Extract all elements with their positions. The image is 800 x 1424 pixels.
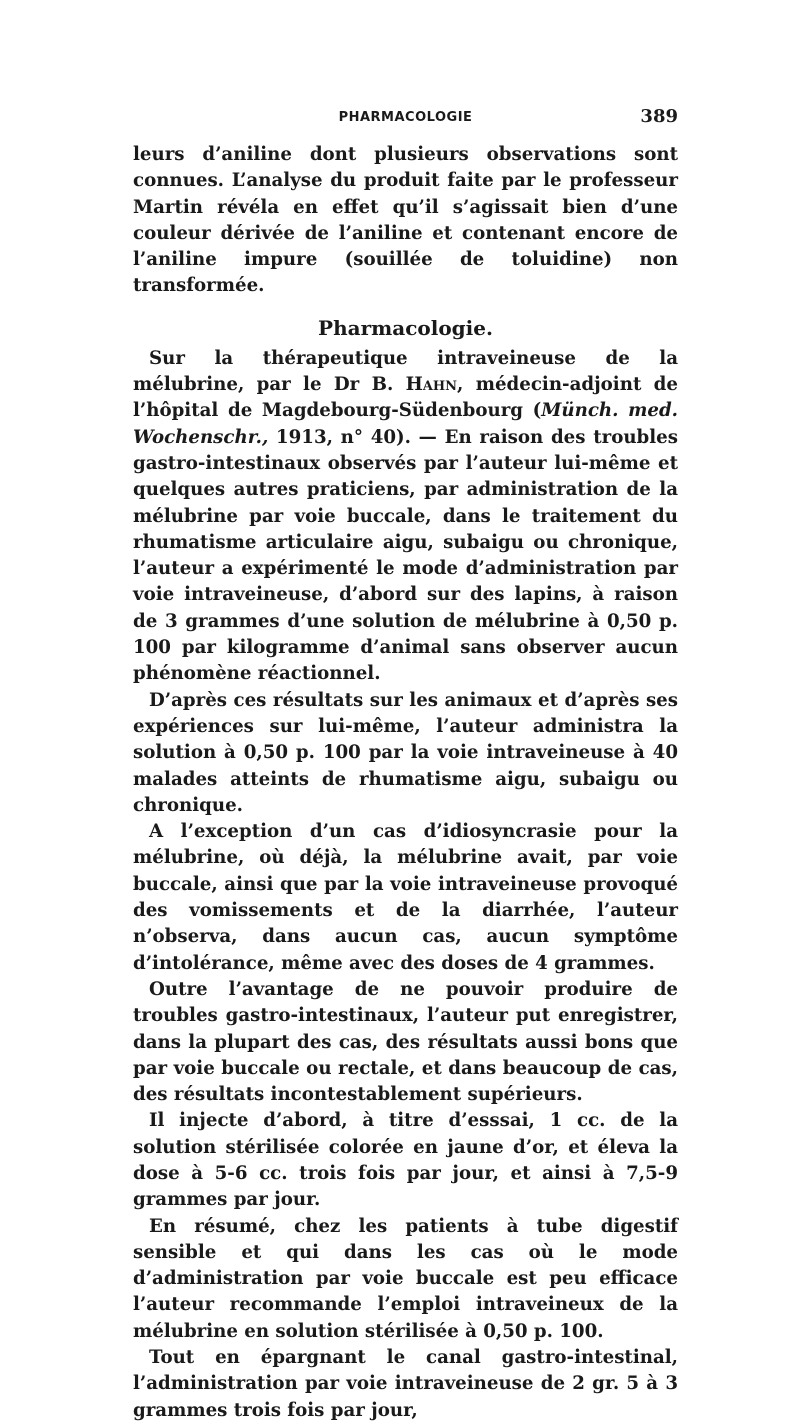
- paragraph: Il injecte d’abord, à titre d’esssai, 1 cc. de la solution stérilisée colorée en jaune d’or, et éleva la dose à 5-6 cc. trois fois par jour, et ainsi à 7,5-9 grammes par jour.: [133, 1110, 678, 1211]
- paragraph: Tout en épargnant le canal gastro-intestinal, l’administration par voie intraveineuse de 2 gr. 5 à 3 grammes trois fois par jour,: [133, 1347, 678, 1421]
- page-number: 389: [640, 106, 678, 127]
- author-name: B. Hahn,: [371, 374, 464, 396]
- running-head: [133, 104, 678, 128]
- running-title: PHARMACOLOGIE: [338, 110, 473, 125]
- byline-prefix: par le Dr: [256, 374, 360, 396]
- body-text: [133, 142, 678, 1424]
- paragraph: A l’exception d’un cas d’idiosyncrasie pour la mélubrine, où déjà, la mélubrine avait, par voie buccale, ainsi que par la voie intraveineuse provoqué des vomissements et de la diarrhée, l’auteur n’observa, dans aucun cas, aucun symptôme d’intolérance, même avec des doses de 4 grammes.: [133, 821, 678, 974]
- article-title: Sur la thérapeutique intraveineuse de la mélubrine,: [133, 347, 678, 396]
- first-paragraph-body: — En raison des troubles gastro-intestinaux observés par l’auteur lui-même et quelques autres praticiens, par administration de la mélubrine par voie buccale, dans le traitement du rhumatisme articulaire aigu, subaigu ou chronique, l’auteur a expérimenté le mode d’administration par voie intraveineuse, d’abord sur des lapins, à raison de 3 grammes d’une solution de mélubrine à 0,50 p. 100 par kilogramme d’animal sans observer aucun phénomène réactionnel.: [133, 426, 678, 685]
- journal-title: Münch. med. Wochenschr.,: [133, 400, 678, 448]
- paragraph: D’après ces résultats sur les animaux et d’après ses expériences sur lui-même, l’auteur administra la solution à 0,50 p. 100 par la voie intraveineuse à 40 malades atteints de rhumatisme aigu, subaigu ou chronique.: [133, 689, 678, 816]
- author-affiliation: médecin-adjoint de l’hôpital de Magdebourg-Südenbourg (: [133, 374, 678, 422]
- journal-citation: 1913, n° 40).: [268, 426, 411, 448]
- continuation-paragraph: leurs d’aniline dont plusieurs observations sont connues. L’analyse du produit faite par le professeur Martin révéla en effet qu’il s’agissait bien d’une couleur dérivée de l’aniline et contenant encore de l’aniline impure (souillée de toluidine) non transformée.: [133, 144, 678, 297]
- section-heading: Pharmacologie.: [318, 315, 493, 340]
- paragraph: Outre l’avantage de ne pouvoir produire de troubles gastro-intestinaux, l’auteur put enregistrer, dans la plupart des cas, des résultats aussi bons que par voie buccale ou rectale, et dans beaucoup de cas, des résultats incontestablement supérieurs.: [133, 978, 678, 1106]
- paragraph: En résumé, chez les patients à tube digestif sensible et qui dans les cas où le mode d’administration par voie buccale est peu efficace l’auteur recommande l’emploi intraveineux de la mélubrine en solution stérilisée à 0,50 p. 100.: [133, 1215, 678, 1342]
- book-page: [133, 104, 678, 1424]
- article-first-paragraph: [133, 346, 678, 688]
